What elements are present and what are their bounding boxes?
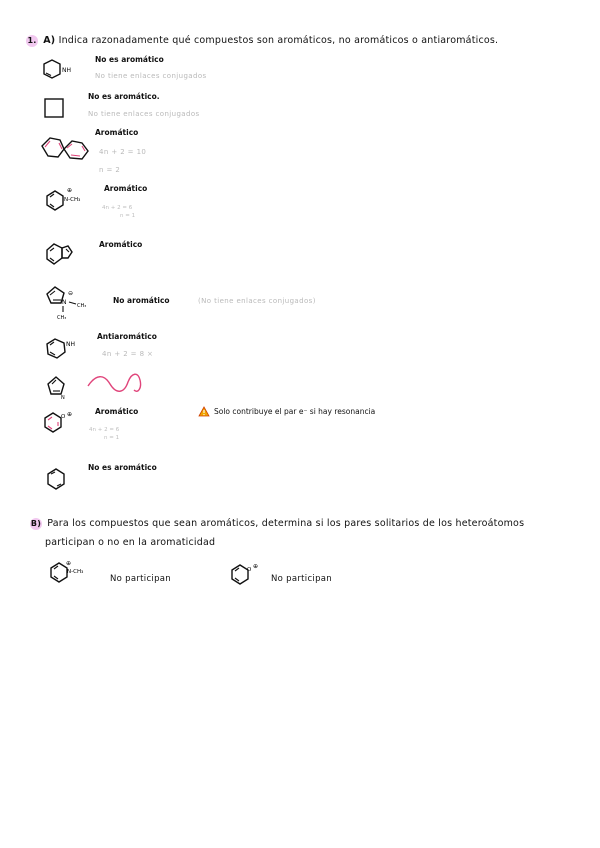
molecule-7-icon [44,336,84,364]
substituent-label: N-CH₃ [67,569,84,575]
item-1-answer: No es aromático [95,55,164,64]
molecule-b2-icon [229,562,269,588]
question-b [30,518,524,530]
item-6-note: (No tiene enlaces conjugados) [198,297,316,305]
heteroatom-label: N [62,299,67,306]
squiggle-icon [86,370,146,398]
item-7-note: 4n + 2 = 8 × [102,350,154,358]
answer-b-1: No participan [110,574,171,584]
heteroatom-label: N [61,395,65,401]
molecule-5-icon [44,240,74,270]
molecule-1-icon [38,58,78,84]
molecule-3-icon [38,134,94,164]
question-b-line-1: Para los compuestos que sean aromáticos, determina si los pares solitarios de los heteroátomos [47,518,525,529]
charge-label: ⊕ [67,411,73,418]
item-4-answer: Aromático [104,184,148,193]
charge-label: ⊖ [68,290,74,297]
item-6-answer: No aromático [113,296,170,305]
item-1-note: No tiene enlaces conjugados [95,72,207,80]
item-7-answer: Antiaromático [97,332,157,341]
item-3-note-2: n = 2 [99,166,121,174]
item-3-answer: Aromático [95,128,139,137]
question-number: 1. [27,36,37,45]
item-9-answer: Aromático [95,407,139,416]
molecule-label: NH [62,67,71,74]
molecule-6-icon [44,284,104,322]
item-4-note-2: n = 1 [120,213,136,219]
question-letter: A) [43,35,56,46]
question-a-text: Indica razonadamente qué compuestos son aromáticos, no aromáticos o antiaromáticos. [58,35,499,46]
question-a [26,35,498,47]
answer-b-2: No participan [271,574,332,584]
molecule-8-icon [44,374,72,400]
question-b-letter: B) [30,519,42,528]
question-b-line-2: participan o no en la aromaticidad [45,537,216,548]
item-9-note-2: n = 1 [104,435,120,441]
molecule-10-icon [44,466,72,494]
molecule-9-icon [42,410,82,438]
item-9-note-1: 4n + 2 = 6 [89,427,120,433]
molecule-label: NH [66,341,75,348]
item-2-note: No tiene enlaces conjugados [88,110,200,118]
molecule-4-icon [44,188,100,214]
charge-label: ⊕ [253,563,259,570]
heteroatom-label: O [61,414,66,420]
heteroatom-label: O [247,567,252,573]
molecule-2-icon [44,98,66,120]
methyl-label: CH₃ [57,315,67,321]
charge-label: ⊕ [66,560,72,567]
charge-label: ⊕ [67,187,73,194]
item-2-answer: No es aromático. [88,92,160,101]
item-9-warning: Solo contribuye el par e⁻ si hay resonancia [214,407,376,416]
item-3-note-1: 4n + 2 = 10 [99,148,147,156]
item-5-answer: Aromático [99,240,143,249]
methyl-label: CH₃ [77,303,87,309]
molecule-b1-icon [48,560,100,586]
substituent-label: N-CH₃ [64,197,81,203]
item-4-note-1: 4n + 2 = 6 [102,205,133,211]
warning-triangle-icon [198,406,210,417]
item-10-answer: No es aromático [88,463,157,472]
